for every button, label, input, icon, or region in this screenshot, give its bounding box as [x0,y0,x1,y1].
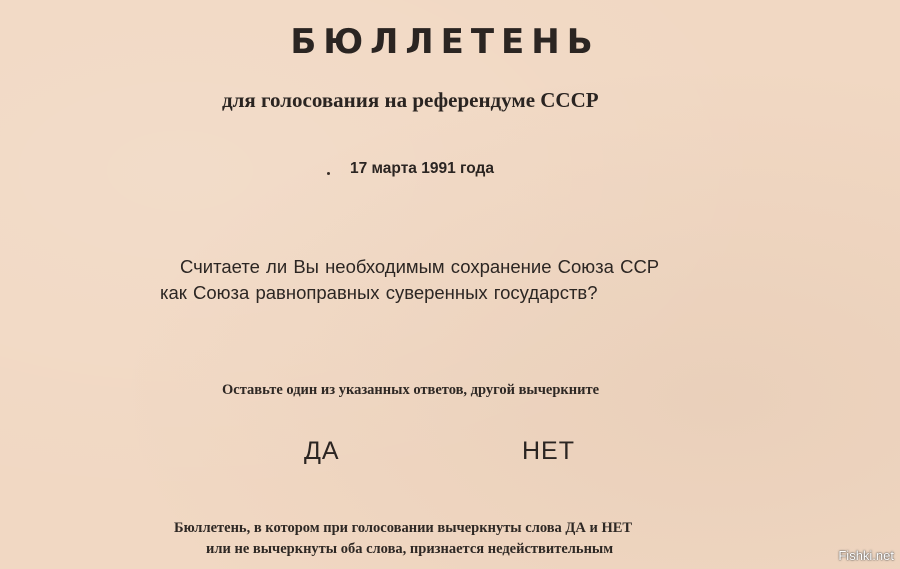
question-line-1: Считаете ли Вы необходимым сохранение Союза ССР [180,256,660,277]
ballot-title: БЮЛЛЕТЕНЬ [290,22,600,62]
ink-dot [327,172,330,175]
answer-no: НЕТ [522,437,575,465]
watermark: Fishki.net [838,548,894,563]
ballot-subtitle: для голосования на референдуме СССР [222,88,599,112]
validity-note-line-1: Бюллетень, в котором при голосовании вычеркнуты слова ДА и НЕТ [174,520,633,536]
instruction-text: Оставьте один из указанных ответов, другой вычеркните [222,382,600,398]
answer-yes: ДА [304,437,340,465]
validity-note-line-2: или не вычеркнуты оба слова, признается недействительным [206,541,614,557]
question-line-2: как Союза равноправных суверенных государств? [160,282,598,303]
ballot-date: 17 марта 1991 года [350,160,494,177]
